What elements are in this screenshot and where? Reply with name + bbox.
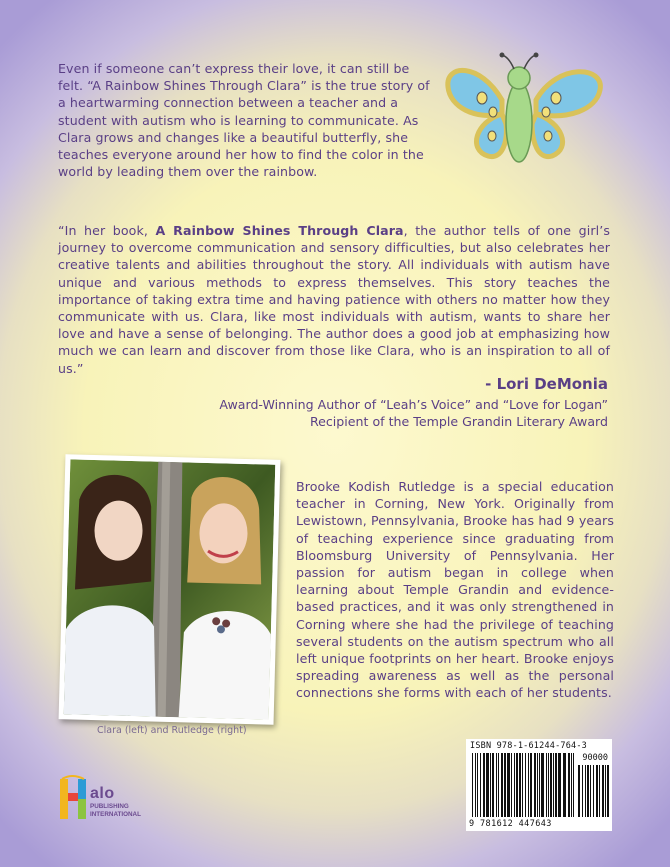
quote-open: “In her book,: [58, 223, 156, 238]
publisher-logo: [58, 775, 168, 825]
barcode-bar: [522, 753, 523, 817]
barcode-bar: [539, 753, 540, 817]
barcode-bar: [514, 753, 515, 817]
publisher-subtitle-1: PUBLISHING: [90, 803, 129, 810]
barcode-bar: [480, 753, 481, 817]
barcode-bar: [582, 765, 583, 817]
barcode-bar: [571, 753, 572, 817]
barcode-bar: [553, 753, 554, 817]
barcode-bar: [511, 753, 512, 817]
attribution-line-2: Recipient of the Temple Grandin Literary Award: [309, 414, 608, 429]
barcode-bar: [519, 753, 521, 817]
barcode-bar: [573, 753, 574, 817]
barcode-bar: [548, 753, 549, 817]
endorsement-quote: [58, 222, 610, 377]
barcode-bar: [504, 753, 506, 817]
barcode-bar: [587, 765, 589, 817]
author-bio: Brooke Kodish Rutledge is a special education teacher in Corning, New York. Originally from Lewistown, Pennsylvania, Brooke has had 9 years of teaching experience since graduating from Bloomsburg University of Pennsylvania. Her passion for autism began in college when learning about Temple Grandin and evidence-based practices, and it was only strengthened in Corning where she had the privilege of teaching several students on the autism spectrum who all left unique footprints on her heart. Brooke enjoys spreading awareness as well as the personal connections she forms with each of her students.: [296, 479, 614, 701]
barcode-bar: [483, 753, 485, 817]
barcode-bar: [590, 765, 591, 817]
barcode-bars: [466, 739, 612, 831]
barcode-bar: [546, 753, 547, 817]
barcode-bar: [496, 753, 497, 817]
butterfly-illustration: [440, 52, 610, 172]
barcode-bar: [568, 753, 570, 817]
barcode-bar: [537, 753, 538, 817]
isbn-barcode: [466, 739, 612, 831]
barcode-bar: [593, 765, 594, 817]
barcode-bar: [492, 753, 494, 817]
barcode-bar: [477, 753, 478, 817]
barcode-bar: [602, 765, 604, 817]
barcode-bar: [498, 753, 499, 817]
ean-digits: 9 781612 447643: [469, 819, 552, 829]
barcode-bar: [585, 765, 586, 817]
author-photo: [59, 454, 281, 725]
barcode-bar: [507, 753, 510, 817]
back-cover-blurb: Even if someone can’t express their love, it can still be felt. “A Rainbow Shines Through Clara” is the true story of a heartwarming connection between a teacher and a student with autism who is learning to communicate. As Clara grows and changes like a beautiful butterfly, she teaches everyone around her how to find the color in the world by leading them over the rainbow.: [58, 61, 430, 180]
price-code: 90000: [582, 753, 608, 763]
barcode-bar: [558, 753, 561, 817]
publisher-name: alo: [90, 785, 115, 802]
barcode-bar: [501, 753, 503, 817]
barcode-bar: [550, 753, 552, 817]
isbn-number: ISBN 978-1-61244-764-3: [470, 741, 587, 751]
barcode-bar: [605, 765, 606, 817]
barcode-bar: [541, 753, 544, 817]
photo-caption: Clara (left) and Rutledge (right): [97, 725, 247, 736]
barcode-bar: [516, 753, 518, 817]
barcode-bar: [578, 765, 580, 817]
attribution-name: - Lori DeMonia: [485, 375, 608, 393]
quote-book-title: A Rainbow Shines Through Clara: [155, 223, 404, 238]
attribution-line-1: Award-Winning Author of “Leah’s Voice” and “Love for Logan”: [219, 397, 608, 412]
barcode-bar: [563, 753, 566, 817]
quote-attribution: [219, 375, 608, 430]
barcode-bar: [475, 753, 476, 817]
halo-logo: [58, 775, 92, 823]
barcode-bar: [525, 753, 526, 817]
publisher-subtitle-2: INTERNATIONAL: [90, 811, 141, 818]
barcode-bar: [528, 753, 529, 817]
quote-body: , the author tells of one girl’s journey to overcome communication and sensory difficulties, but also celebrates her creative talents and abilities throughout the story. All individuals with autism have unique and various methods to express themselves. This story teaches the importance of taking extra time and having patience with others no matter how they communicate with us. Clara, like most individuals with autism, wants to share her love and have a sense of belonging. The author does a good job at emphasizing how much we can learn and discover from those like Clara, who is an inspiration to all of us.”: [58, 223, 610, 376]
barcode-bar: [490, 753, 491, 817]
barcode-bar: [555, 753, 557, 817]
barcode-bar: [472, 753, 473, 817]
barcode-bar: [534, 753, 536, 817]
barcode-bar: [599, 765, 600, 817]
barcode-bar: [486, 753, 489, 817]
barcode-bar: [530, 753, 532, 817]
barcode-bar: [607, 765, 609, 817]
barcode-bar: [596, 765, 598, 817]
